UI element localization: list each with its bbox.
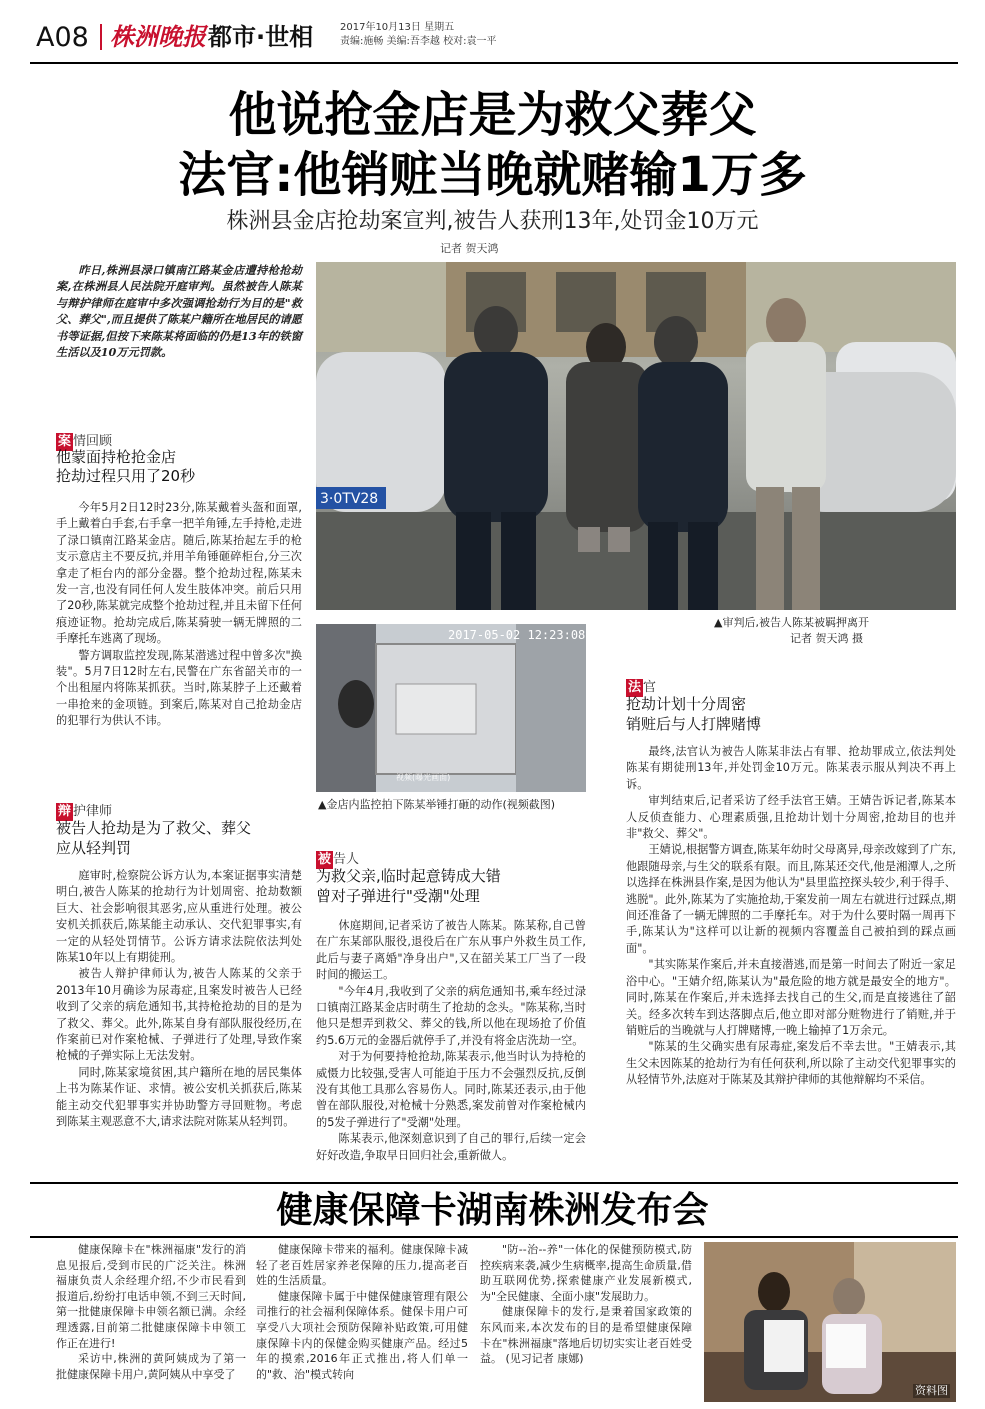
defense-subhead-1: 被告人抢劫是为了救父、葬父 — [56, 819, 252, 837]
judge-paragraph: 王婧说,根据警方调查,陈某年幼时父母离异,母亲改嫁到了广东,他跟随母亲,与生父的联系有限。而且,陈某还交代,他是湘潭人,之所以选择在株洲县作案,是因为他认为"县里监控探头较少,利于得手、逃脱"。此外,陈某为了实施抢劫,于案发前一周左右就进行过踩点,期间还准备了一辆无牌照的二手摩托车。对于为什么要时隔一周再下手,陈某认为"这样可以让新的视频内容覆盖自己被拍到的踩点画面"。 — [626, 843, 956, 955]
lead-paragraph: 昨日,株洲县渌口镇南江路某金店遭持枪抢劫案,在株洲县人民法院开庭审判。虽然被告人陈某与辩护律师在庭审中多次强调抢劫行为目的是"救父、葬父",而且提供了陈某户籍所在地居民的请愿书等证据,但按下来陈某将面临的仍是13年的铁窗生活以及10万元罚款。 — [56, 263, 302, 360]
defendant-tag-rest: 告人 — [333, 852, 360, 867]
section-name: 都市·世相 — [208, 23, 314, 51]
paper-logo: 株洲晚报 — [110, 22, 206, 51]
defendant-paragraph: 休庭期间,记者采访了被告人陈某。陈某称,自己曾在广东某部队服役,退役后在广东从事户外救生员工作,此后与妻子离婚"净身出户",又在韶关某工厂当了一段时间的搬运工。 — [316, 919, 586, 982]
case-review-paragraph: 今年5月2日12时23分,陈某戴着头盔和面罩,手上戴着白手套,右手拿一把羊角锤,左手持枪,走进了渌口镇南江路某金店。随后,陈某抬起左手的枪支示意店主不要反抗,并用羊角锤砸碎柜台,分三次拿走了柜台内的部分金器。整个抢劫过程,陈某未发一言,也没有同任何人发生肢体冲突。前后只用了20秒,陈某就完成整个抢劫过程,并且未留下任何痕迹证物。抢劫完成后,陈某骑驶一辆无牌照的二手摩托车逃离了现场。 — [56, 501, 302, 646]
bottom-paragraph: "防--治--养"一体化的保健预防模式,防控疾病来袭,减少生病概率,提高生命质量,借助互联网优势,探索健康产业发展新模式,为"全民健康、全面小康"发展助力。 — [480, 1243, 692, 1303]
defense-body — [56, 868, 302, 1170]
judge-tag-rest: 官 — [643, 680, 657, 695]
case-review-subhead-2: 抢劫过程只用了20秒 — [56, 467, 196, 485]
case-review-tag: 案 — [58, 434, 72, 449]
defense-paragraph: 同时,陈某家境贫困,其户籍所在地的居民集体上书为陈某作证、求情。被公安机关抓获后,陈某能主动交代犯罪事实并协助警方寻回赃物。考虑到陈某主观恶意不大,请求法院对陈某从轻判罚。 — [56, 1065, 302, 1129]
cctv-timestamp: 2017-05-02 12:23:08 — [448, 628, 586, 642]
byline: 记者 贺天鸿 — [440, 242, 499, 255]
case-review-subhead-1: 他蒙面持枪抢金店 — [56, 448, 177, 466]
defendant-body — [316, 918, 586, 1174]
judge-paragraph: "其实陈某作案后,并未直接潜逃,而是第一时间去了附近一家足浴中心。"王婧介绍,陈某认为"最危险的地方就是最安全的地方"。同时,陈某在作案后,并未选择去找自己的生父,而是直接逃往了韶关。经多次转车到达落脚点后,他立即对部分赃物进行了销赃,并于销赃后的当晚就与人打牌赌博,一晚上输掉了1万余元。 — [626, 958, 956, 1037]
cctv-screenshot — [316, 624, 586, 792]
sub-headline: 株洲县金店抢劫案宣判,被告人获刑13年,处罚金10万元 — [226, 209, 759, 234]
defendant-paragraph: "今年4月,我收到了父亲的病危通知书,乘车经过渌口镇南江路某金店时萌生了抢劫的念头。"陈某称,当时他只是想弄到救父、葬父的钱,所以他在现场抢了价值约5.6万元的金器后就停手了,并没有将金店洗劫一空。 — [316, 984, 586, 1047]
cctv-caption: ▲金店内监控拍下陈某举锤打砸的动作(视频截图) — [318, 798, 556, 811]
defense-tag: 辩 — [58, 804, 72, 819]
bottom-photo-scene — [704, 1242, 956, 1402]
bottom-paragraph: 健康保障卡带来的福利。健康保障卡减轻了老百姓居家养老保障的压力,提高老百姓的生活质量。 — [256, 1243, 468, 1288]
case-review-body — [56, 500, 302, 790]
case-review-paragraph: 警方调取监控发现,陈某潜逃过程中曾多次"换装"。5月7日12时左右,民警在广东省韶关市的一个出租屋内将陈某抓获。当时,陈某脖子上还戴着一串抢来的金项链。到案后,陈某对自己抢劫金店的犯罪行为供认不讳。 — [56, 648, 302, 728]
defendant-paragraph: 陈某表示,他深刻意识到了自己的罪行,后续一定会好好改造,争取早日回归社会,重新做人。 — [316, 1132, 586, 1162]
bottom-rule-top — [30, 1182, 958, 1184]
svg-text:视频(曝光画面): 视频(曝光画面) — [396, 773, 451, 782]
defendant-paragraph: 对于为何要持枪抢劫,陈某表示,他当时认为持枪的威慑力比较强,受害人可能迫于压力不会强烈反抗,反倒没有其他工具那么容易伤人。同时,陈某还表示,由于他曾在部队服役,对枪械十分熟悉,案发前曾对作案枪械内的5发子弹进行了"受潮"处理。 — [316, 1050, 586, 1129]
bottom-paragraph: 健康保障卡属于中健保健康管理有限公司推行的社会福利保障体系。健保卡用户可享受八大项社会预防保障补贴政策,可用健康保障卡内的保健金购买健康产品。经过5年的摸索,2016年正式推出,将人们单一的"救、治"模式转向 — [256, 1289, 468, 1381]
defense-paragraph: 被告人辩护律师认为,被告人陈某的父亲于2013年10月确诊为尿毒症,且案发时被告人已经收到了父亲的病危通知书,其持枪抢劫的目的是为了救父、葬父。此外,陈某自身有部队服役经历,在作案前已对作案枪械、子弹进行了处理,导致作案枪械的子弹实际上无法发射。 — [56, 967, 302, 1063]
bottom-column-1 — [56, 1242, 246, 1402]
court-photo-scene — [316, 262, 956, 610]
cctv-scene — [316, 624, 586, 792]
bottom-rule — [30, 1236, 958, 1238]
defense-subhead-2: 应从轻判罚 — [56, 839, 132, 857]
header-divider — [100, 24, 102, 50]
judge-paragraph: "陈某的生父确实患有尿毒症,案发后不幸去世。"王婧表示,其生父未因陈某的抢劫行为有任何获利,所以除了主动交代犯罪事实的从轻情节外,法庭对于陈某及其辩护律师的其他辩解均不采信。 — [626, 1040, 956, 1087]
bottom-photo — [704, 1242, 956, 1402]
bottom-photo-label: 资料图 — [915, 1384, 948, 1397]
court-photo-caption: ▲审判后,被告人陈某被羁押离开 — [714, 616, 869, 629]
judge-subhead-1: 抢劫计划十分周密 — [626, 695, 747, 713]
license-plate: 3·0TV28 — [320, 491, 379, 507]
headline-line-2: 法官:他销赃当晚就赌输1万多 — [178, 147, 807, 203]
editors-line: 责编:施畅 美编:吾李越 校对:袁一平 — [340, 36, 497, 47]
court-photo — [316, 262, 956, 610]
bottom-column-2 — [256, 1242, 468, 1402]
bottom-title: 健康保障卡湖南株洲发布会 — [276, 1190, 709, 1231]
bottom-paragraph: 健康保障卡在"株洲福康"发行的消息见报后,受到市民的广泛关注。株洲福康负责人余经理介绍,不少市民看到报道后,纷纷打电话申领,不到三天时间,第一批健康保障卡申领名额已满。余经理透露,目前第二批健康保障卡申领工作正在进行! — [56, 1243, 246, 1350]
page-number: A08 — [36, 22, 89, 53]
judge-tag: 法 — [628, 680, 642, 695]
court-photo-credit: 记者 贺天鸿 摄 — [790, 632, 863, 645]
judge-paragraph: 最终,法官认为被告人陈某非法占有罪、抢劫罪成立,依法判处陈某有期徒刑13年,并处罚金10万元。陈某表示服从判决不再上诉。 — [626, 745, 956, 791]
defendant-subhead-1: 为救父亲,临时起意铸成大错 — [316, 867, 501, 885]
defendant-subhead-2: 曾对子弹进行"受潮"处理 — [316, 887, 480, 905]
defense-paragraph: 庭审时,检察院公诉方认为,本案证据事实清楚明白,被告人陈某的抢劫行为计划周密、抢劫数额巨大、社会影响很其恶劣,应从重进行处理。被公安机关抓获后,陈某能主动承认、交代犯罪事实,有一定的从轻处罚情节。公诉方请求法院依法判处陈某10年以上有期徒刑。 — [56, 869, 302, 965]
case-review-tag-rest: 情回顾 — [73, 434, 113, 449]
judge-body — [626, 744, 956, 1174]
bottom-paragraph: 采访中,株洲的黄阿姨成为了第一批健康保障卡用户,黄阿姨从中享受了 — [56, 1352, 246, 1381]
defense-tag-rest: 护律师 — [73, 804, 113, 819]
judge-paragraph: 审判结束后,记者采访了经手法官王婧。王婧告诉记者,陈某本人反侦查能力、心理素质强,且抢劫计划十分周密,抢劫目的也并非"救父、葬父"。 — [626, 794, 956, 841]
defendant-tag: 被 — [318, 852, 332, 867]
judge-subhead-2: 销赃后与人打牌赌博 — [626, 715, 762, 733]
headline-line-1: 他说抢金店是为救父葬父 — [228, 87, 757, 143]
date-line: 2017年10月13日 星期五 — [340, 22, 455, 33]
header-rule — [30, 62, 958, 64]
bottom-paragraph: 健康保障卡的发行,是秉着国家政策的东风而来,本次发布的目的是希望健康保障卡在"株洲福康"落地后切切实实让老百姓受益。 (见习记者 康娜) — [480, 1305, 692, 1366]
bottom-column-3 — [480, 1242, 692, 1402]
